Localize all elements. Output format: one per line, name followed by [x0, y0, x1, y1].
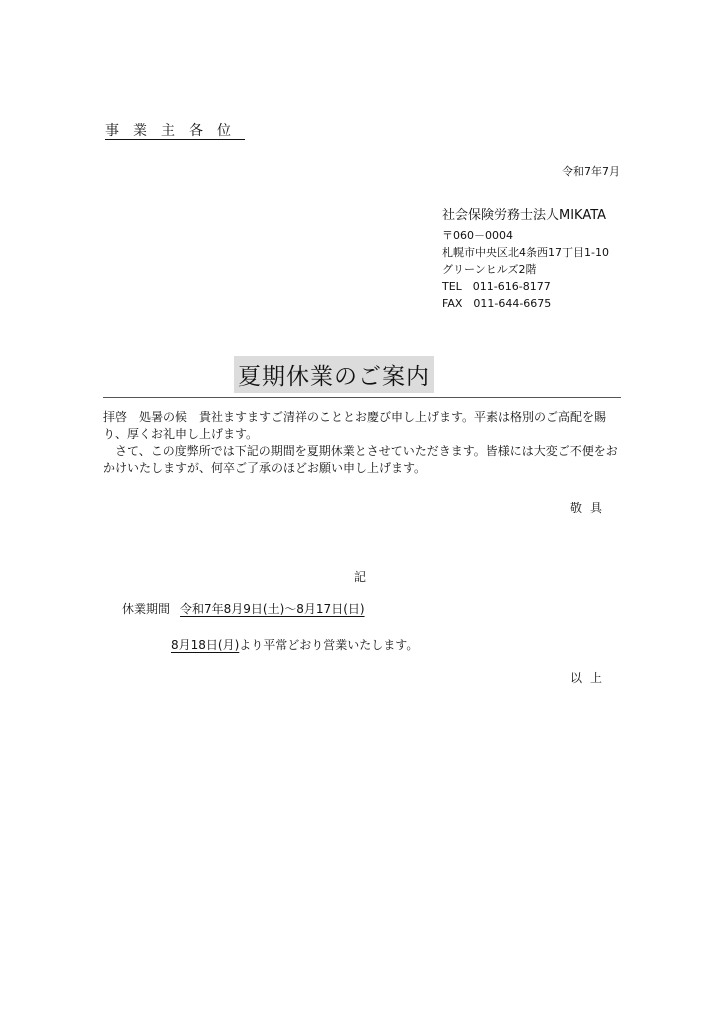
closing-keigu: 敬具: [569, 501, 610, 515]
addressee: 事業主各位: [105, 123, 245, 139]
resume-line: [171, 636, 418, 653]
resume-text: より平常どおり営業いたします。: [239, 638, 419, 652]
sender-fax: FAX 011-644-6675: [442, 297, 552, 310]
holiday-period-label: 休業期間: [122, 602, 171, 616]
body-paragraph-notice: さて、この度弊所では下記の期間を夏期休業とさせていただきます。皆様には大変ご不便をおかけいたしますが、何卒ご了承のほどお願い申し上げます。: [103, 444, 618, 475]
document-title: 夏期休業のご案内: [234, 356, 434, 393]
holiday-period-line: [122, 600, 365, 617]
title-divider: [103, 397, 621, 398]
sender-address-line-1: 札幌市中央区北4条西17丁目1-10: [442, 246, 609, 259]
letter-date: 令和7年7月: [562, 165, 620, 178]
ki-heading: 記: [354, 570, 367, 584]
sender-postal-code: 〒060－0004: [442, 229, 513, 242]
sender-name: 社会保険労務士法人MIKATA: [442, 208, 607, 223]
resume-date: 8月18日(月): [171, 638, 240, 652]
holiday-period-value: 令和7年8月9日(土)～8月17日(日): [180, 602, 365, 616]
sender-block: [442, 205, 609, 312]
closing-ijou: 以上: [569, 671, 610, 685]
sender-address-line-2: グリーンヒルズ2階: [442, 263, 537, 276]
letter-body: [103, 409, 623, 477]
body-paragraph-greeting: 拝啓 処暑の候 貴社ますますご清祥のこととお慶び申し上げます。平素は格別のご高配を賜り、厚くお礼申し上げます。: [103, 410, 607, 441]
sender-tel: TEL 011-616-8177: [442, 280, 551, 293]
